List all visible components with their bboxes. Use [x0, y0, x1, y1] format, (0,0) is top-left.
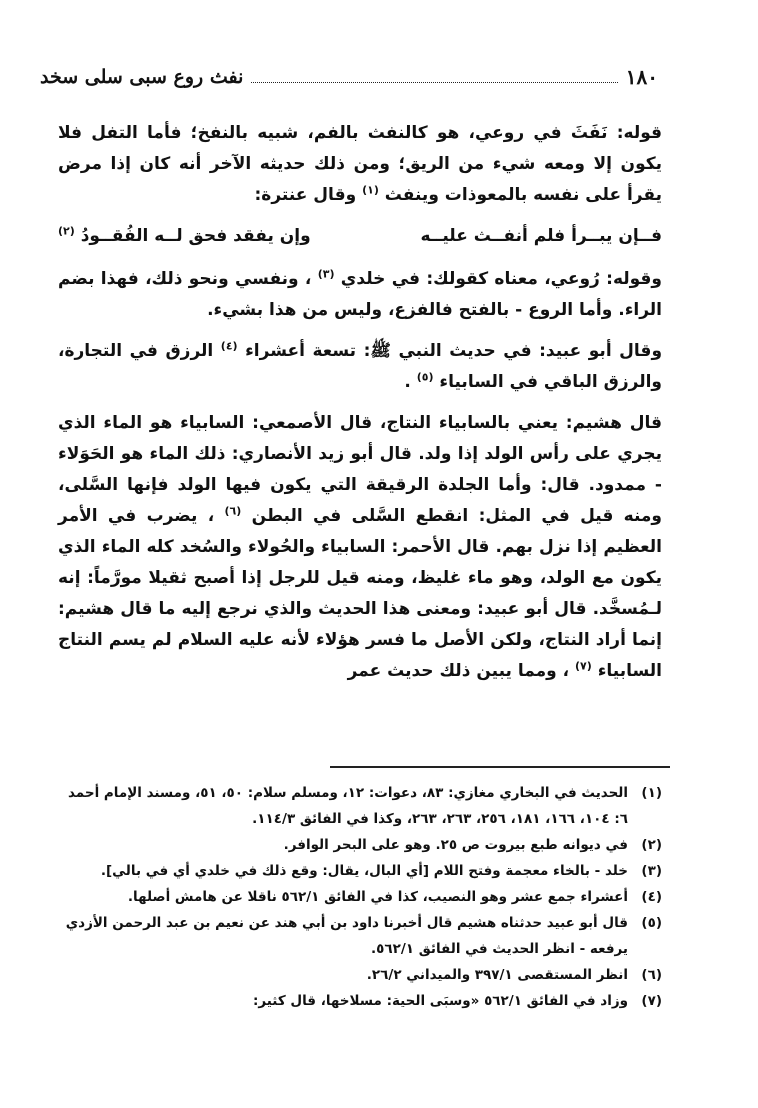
- paragraph-1-end: وقال عنترة:: [254, 185, 357, 205]
- footnote-ref-7[interactable]: (٧): [575, 659, 592, 673]
- footnote-text: خلد - بالخاء معجمة وفتح اللام [أي البال، يقال: وقع ذلك في خلدي أي في بالي].: [100, 863, 628, 879]
- footnote-text: أعشراء جمع عشر وهو النصيب، كذا في الفائق ٥٦٢/١ ناقلا عن هامش أصلها.: [127, 889, 628, 905]
- footnote-number: (٢): [641, 837, 662, 853]
- paragraph-2-end: ، ونفسي ونحو ذلك، فهذا بضم الراء. وأما الروع - بالفتح فالفزع، وليس من هذا بشيء.: [58, 269, 662, 320]
- paragraph-4-end: ، ومما يبين ذلك حديث عمر: [347, 661, 570, 681]
- header-dotted-rule: [251, 82, 617, 83]
- paragraph-1: [58, 118, 662, 211]
- footnote-7: [52, 988, 662, 1014]
- poetry-verse: [58, 221, 662, 252]
- header-keywords: نفث روع سبى سلى سخد: [40, 66, 244, 88]
- footnote-ref-4[interactable]: (٤): [220, 339, 238, 353]
- footnote-ref-2[interactable]: (٢): [58, 224, 75, 238]
- footnote-number: (١): [641, 785, 662, 801]
- paragraph-2-text: وقوله: رُوعي، معناه كقولك: في خلدي: [340, 269, 662, 289]
- page-header: [40, 62, 658, 92]
- footnote-3: [52, 858, 662, 884]
- footnote-line: الحديث في البخاري مغازي: ٨٣، دعوات: ١٢، ومسلم سلام: ٥٠، ٥١، ومسند الإمام أحمد: [67, 785, 628, 801]
- footnote-5: [52, 910, 662, 962]
- footnote-continuation: يرفعه - انظر الحديث في الفائق ٥٦٢/١.: [371, 941, 628, 957]
- footnote-4: [52, 884, 662, 910]
- footnote-ref-5[interactable]: (٥): [416, 370, 434, 384]
- page-number: ١٨٠: [625, 65, 658, 89]
- footnote-1: [52, 780, 662, 832]
- main-text: [58, 118, 662, 697]
- footnote-text: وزاد في الفائق ٥٦٢/١ «وسبَى الحية: مسلاخها، قال كثير:: [253, 993, 628, 1009]
- paragraph-3-mid: الرزق في التجارة، والرزق الباقي في السابياء: [58, 341, 662, 392]
- footnote-text: [52, 780, 628, 832]
- verse-second-text: وإن يفقد فحق لــه الفُقــودُ: [80, 226, 311, 246]
- footnote-number: (٥): [641, 915, 662, 931]
- paragraph-2: [58, 264, 662, 326]
- footnote-number: (٣): [641, 863, 662, 879]
- paragraph-3-end: .: [404, 372, 411, 392]
- footnote-continuation: ٦: ١٠٤، ١٦٦، ١٨١، ٢٥٦، ٢٦٣، ٢٦٣، وكذا في الفائق ١١٤/٣.: [252, 811, 628, 827]
- verse-first-hemistich: فــإن يبــرأ فلم أنفــث عليــه: [420, 226, 662, 246]
- footnote-number: (٧): [641, 993, 662, 1009]
- footnote-text: [52, 910, 628, 962]
- footnote-number: (٤): [641, 889, 662, 905]
- paragraph-3-text: وقال أبو عبيد: في حديث النبي ﷺ: تسعة أعشراء: [245, 341, 663, 361]
- paragraph-1-text: قوله: نَفَثَ في روعي، هو كالنفث بالفم، شبيه بالنفخ؛ فأما التفل فلا يكون إلا ومعه شيء من الريق؛ ومن ذلك حديثه الآخر أنه كان إذا مرض يقرأ على نفسه بالمعوذات وينفث: [58, 123, 662, 205]
- verse-second-hemistich: [58, 221, 311, 252]
- footnote-separator: [330, 766, 670, 768]
- paragraph-4-mid: ، يضرب في الأمر العظيم إذا نزل بهم. قال الأحمر: السابياء والحُولاء والسُخد كله الماء الذي يكون مع الولد، وهو ماء غليظ، ومنه قيل للرجل إذا أصبح ثقيلا مورَّماً: إنه لـمُسخَّد. قال أبو عبيد: ومعنى هذا الحديث والذي نرجع إليه ما قال هشيم: إنما أراد النتاج، ولكن الأصل ما فسر هؤلاء لأنه عليه السلام لم يسم النتاج السابياء: [58, 506, 662, 681]
- footnote-ref-6[interactable]: (٦): [224, 504, 242, 518]
- footnote-line: قال أبو عبيد حدثناه هشيم قال أخبرنا داود بن أبي هند عن نعيم بن عبد الرحمن الأزدي: [65, 915, 628, 931]
- footnote-number: (٦): [641, 967, 662, 983]
- paragraph-4: [58, 408, 662, 687]
- footnote-6: [52, 962, 662, 988]
- footnote-text: في ديوانه طبع بيروت ص ٢٥. وهو على البحر الوافر.: [283, 837, 628, 853]
- paragraph-3: [58, 336, 662, 398]
- paragraph-4-text: قال هشيم: يعني بالسابياء النتاج، قال الأصمعي: السابياء هو الماء الذي يجري على رأس الولد إذا ولد. قال أبو زيد الأنصاري: ذلك الماء هو الحَوَلاء - ممدود. قال: وأما الجلدة الرقيقة التي يكون فيها الولد فإنها السَّلى، ومنه قيل في المثل: انقطع السَّلى في البطن: [58, 413, 663, 526]
- footnote-2: [52, 832, 662, 858]
- footnotes: [52, 780, 662, 1014]
- footnote-text: انظر المستقصى ٣٩٧/١ والميداني ٢٦/٢.: [366, 967, 628, 983]
- footnote-ref-3[interactable]: (٣): [317, 267, 335, 281]
- footnote-ref-1[interactable]: (١): [362, 183, 379, 197]
